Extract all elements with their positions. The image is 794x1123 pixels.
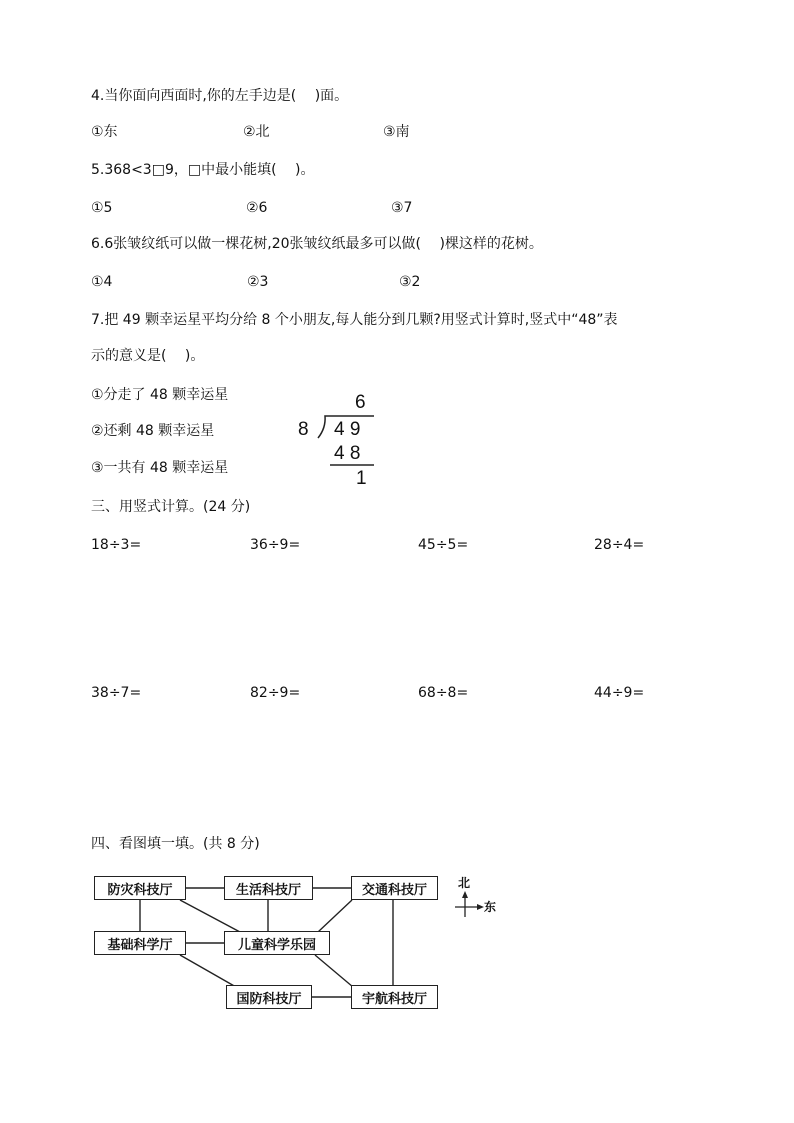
- question-7-line-1: 7.把 49 颗幸运星平均分给 8 个小朋友,每人能分到几颗?用竖式计算时,竖式中“48”表: [91, 312, 618, 328]
- map-box-shenghuo: 生活科技厅: [224, 876, 313, 900]
- q4-option-3: ③南: [383, 124, 410, 140]
- q4-option-1: ①东: [91, 124, 118, 140]
- division-quotient: 6: [355, 392, 366, 413]
- question-5: 5.368<3□9，□中最小能填( )。: [91, 162, 315, 178]
- q7-option-2: ②还剩 48 颗幸运星: [91, 423, 215, 439]
- q7-option-3: ③一共有 48 颗幸运星: [91, 460, 229, 476]
- calc-item: 28÷4=: [594, 537, 645, 553]
- map-box-ertong: 儿童科学乐园: [224, 931, 330, 955]
- calc-item: 45÷5=: [418, 537, 469, 553]
- q7-option-1: ①分走了 48 颗幸运星: [91, 387, 229, 403]
- section-3-heading: 三、用竖式计算。(24 分): [91, 499, 251, 515]
- compass-north-label: 北: [458, 876, 471, 890]
- map-box-guofang: 国防科技厅: [226, 985, 312, 1009]
- calc-item: 68÷8=: [418, 685, 469, 701]
- q6-option-3: ③2: [399, 274, 421, 290]
- section-4-heading: 四、看图填一填。(共 8 分): [91, 836, 260, 852]
- question-6: 6.6张皱纹纸可以做一棵花树,20张皱纹纸最多可以做( )棵这样的花树。: [91, 236, 543, 252]
- compass-east-label: 东: [484, 900, 497, 914]
- question-7-line-2: 示的意义是( )。: [91, 348, 205, 364]
- map-box-jichu: 基础科学厅: [94, 931, 186, 955]
- q6-option-2: ②3: [247, 274, 269, 290]
- calc-item: 44÷9=: [594, 685, 645, 701]
- division-product: 4 8: [334, 443, 361, 464]
- division-dividend: 4 9: [334, 419, 361, 440]
- calc-item: 82÷9=: [250, 685, 301, 701]
- calc-item: 18÷3=: [91, 537, 142, 553]
- q4-option-2: ②北: [243, 124, 270, 140]
- q5-option-2: ②6: [246, 200, 268, 216]
- division-remainder: 1: [356, 468, 367, 489]
- map-box-fangzai: 防灾科技厅: [94, 876, 186, 900]
- calc-item: 36÷9=: [250, 537, 301, 553]
- division-divisor: 8: [298, 419, 309, 440]
- question-4: 4.当你面向西面时,你的左手边是( )面。: [91, 88, 349, 104]
- q5-option-3: ③7: [391, 200, 413, 216]
- calc-item: 38÷7=: [91, 685, 142, 701]
- map-box-jiaotong: 交通科技厅: [351, 876, 438, 900]
- map-box-yuhang: 宇航科技厅: [351, 985, 438, 1009]
- q5-option-1: ①5: [91, 200, 113, 216]
- q6-option-1: ①4: [91, 274, 113, 290]
